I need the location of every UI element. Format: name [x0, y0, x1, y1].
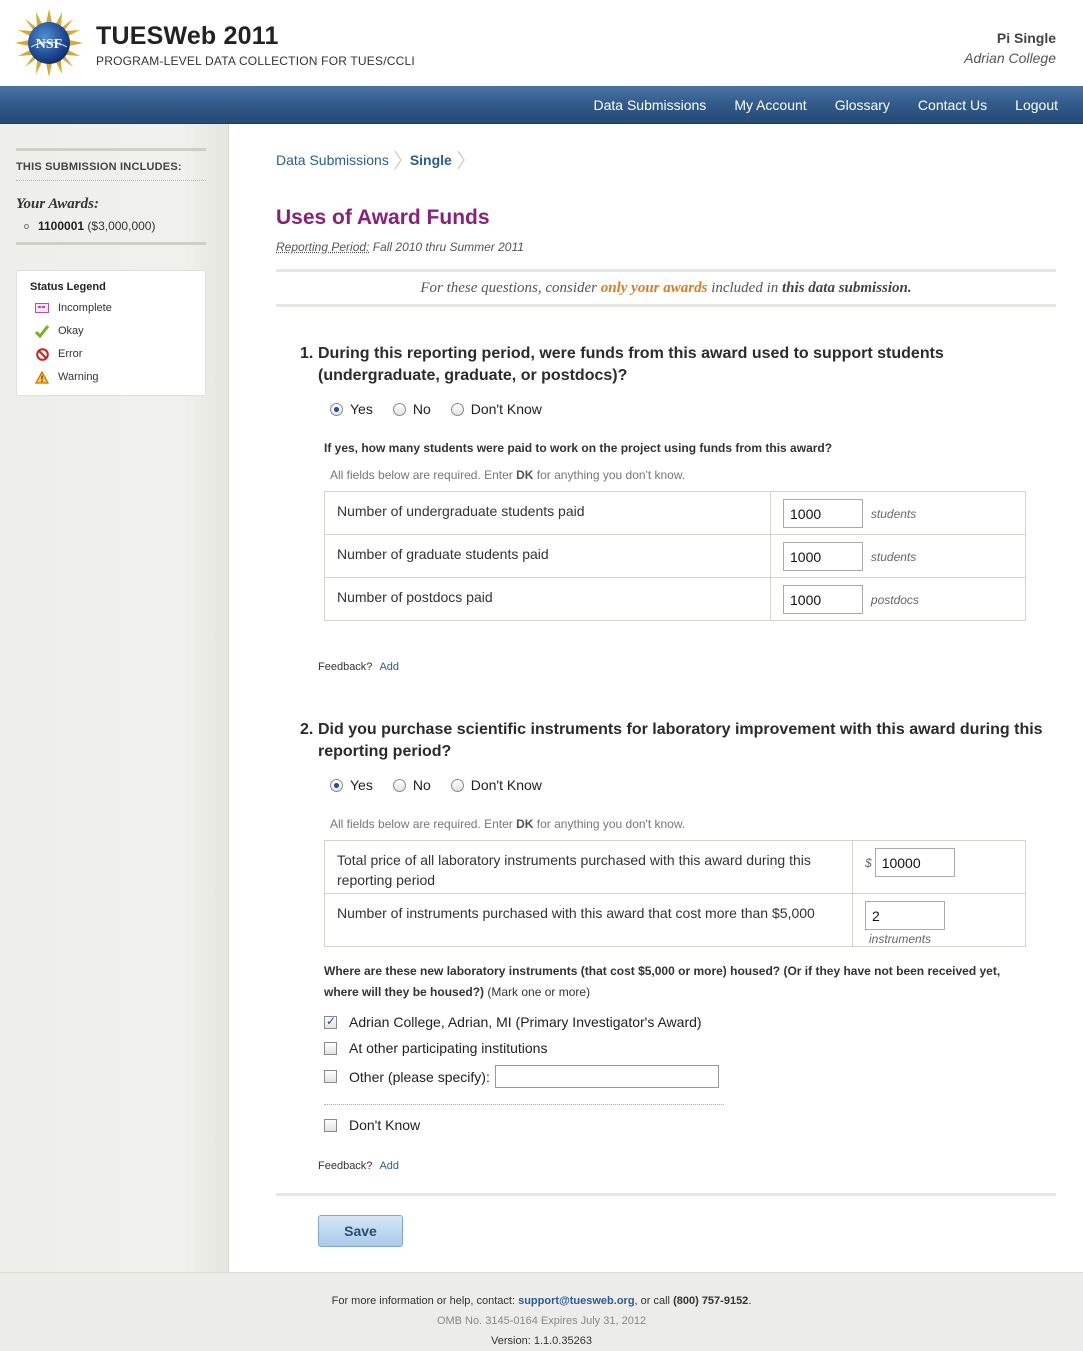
graduate-count-input[interactable]: 1000: [783, 542, 863, 571]
radio-label: No: [412, 401, 431, 417]
version-label: Version: 1.1.0.35263: [491, 1335, 592, 1347]
bullet-icon: [24, 224, 29, 229]
radio-button[interactable]: [451, 779, 464, 792]
row-label: Number of instruments purchased with this award that cost more than $5,000: [325, 894, 853, 947]
row-label: Total price of all laboratory instruments purchased with this award during this reporting period: [325, 841, 853, 894]
q2-option-dont-know[interactable]: [451, 777, 542, 793]
location-other-institutions-checkbox[interactable]: [324, 1042, 337, 1055]
award-id: 1100001: [38, 219, 85, 233]
hint-text: All fields below are required. Enter: [330, 468, 513, 482]
q1-option-no[interactable]: [393, 401, 431, 417]
user-name: Pi Single: [996, 30, 1056, 46]
app-subtitle: PROGRAM-LEVEL DATA COLLECTION FOR TUES/CCLI: [96, 54, 415, 68]
nav-glossary[interactable]: Glossary: [834, 97, 890, 113]
housing-question-note: (Mark one or more): [487, 985, 591, 999]
incomplete-icon: [34, 301, 50, 315]
intro-highlight: only your awards: [600, 280, 708, 296]
main-content: [229, 124, 1083, 1272]
row-label: Number of undergraduate students paid: [325, 492, 771, 535]
q2-add-feedback-link[interactable]: Add: [379, 1160, 400, 1172]
reporting-period-label: Reporting Period:: [276, 240, 370, 254]
unit-label: students: [870, 549, 917, 564]
q2-radio-group: [330, 777, 562, 793]
omb-notice: OMB No. 3145-0164 Expires July 31, 2012: [436, 1315, 647, 1327]
footer-help: [0, 1295, 1083, 1307]
instructions-banner: [276, 269, 1056, 307]
legend-label: Incomplete: [58, 302, 112, 314]
instrument-price-input[interactable]: 10000: [875, 848, 955, 877]
sidebar: [0, 124, 229, 1272]
app-title: TUESWeb 2011: [96, 22, 279, 50]
legend-item-error: [34, 347, 82, 361]
location-other-checkbox[interactable]: [324, 1070, 337, 1083]
hint-text: for anything you don't know.: [536, 468, 686, 482]
q2-option-yes[interactable]: [330, 777, 373, 793]
row-label: Number of postdocs paid: [325, 578, 771, 621]
radio-label: Don't Know: [470, 777, 542, 793]
breadcrumb-data-submissions[interactable]: Data Submissions: [276, 152, 389, 168]
divider: [16, 148, 206, 151]
svg-text:NSF: NSF: [35, 37, 63, 52]
legend-item-okay: [34, 324, 84, 338]
save-button[interactable]: Save: [318, 1215, 403, 1247]
instrument-count-input[interactable]: 2: [865, 901, 945, 930]
housing-question-text: Where are these new laboratory instruments (that cost $5,000 or more) housed? (Or if they have not been received yet, where will they be housed?): [324, 964, 1001, 999]
row-input-cell: [771, 492, 1026, 535]
question-2: [300, 719, 1060, 763]
legend-label: Warning: [58, 371, 99, 383]
hint-text: for anything you don't know.: [536, 817, 686, 831]
status-legend: [16, 270, 206, 396]
q1-sub-question: If yes, how many students were paid to work on the project using funds from this award?: [324, 441, 833, 455]
hint-dk: DK: [516, 468, 534, 482]
divider: [16, 242, 206, 245]
awards-title: Your Awards:: [16, 196, 99, 212]
q1-option-dont-know[interactable]: [451, 401, 542, 417]
checkbox-label: Adrian College, Adrian, MI (Primary Investigator's Award): [349, 1014, 702, 1030]
support-phone: (800) 757-9152: [673, 1295, 749, 1307]
reporting-period-value: Fall 2010 thru Summer 2011: [372, 240, 524, 254]
intro-emphasis: this data submission.: [782, 280, 912, 296]
q1-student-table: [324, 491, 1026, 621]
page-title: Uses of Award Funds: [276, 206, 490, 229]
location-primary-checkbox[interactable]: [324, 1016, 337, 1029]
main-navbar: [0, 86, 1083, 124]
support-email-link[interactable]: support@tuesweb.org: [518, 1295, 635, 1307]
divider: [16, 180, 206, 181]
nav-contact-us[interactable]: Contact Us: [917, 97, 988, 113]
unit-label: students: [870, 506, 917, 521]
legend-label: Okay: [58, 325, 84, 337]
feedback-label: Feedback?: [318, 661, 373, 673]
breadcrumb: [276, 150, 473, 170]
radio-label: Yes: [350, 401, 373, 417]
q1-required-hint: [330, 468, 685, 482]
chevron-right-icon: [457, 150, 465, 170]
question-1: [300, 343, 1060, 387]
divider: [276, 1193, 1056, 1196]
q2-required-hint: [330, 817, 685, 831]
radio-button[interactable]: [330, 779, 343, 792]
intro-text: included in: [711, 280, 779, 296]
award-amount: ($3,000,000): [87, 219, 156, 233]
table-row: [325, 894, 1026, 947]
award-item: [24, 219, 155, 233]
warning-icon: [34, 370, 50, 384]
legend-item-incomplete: [34, 301, 112, 315]
checkbox-label: Don't Know: [349, 1117, 421, 1133]
currency-symbol: $: [865, 855, 872, 870]
radio-button[interactable]: [330, 403, 343, 416]
location-option[interactable]: [324, 1014, 702, 1030]
location-option[interactable]: [324, 1117, 420, 1133]
divider: [324, 1104, 724, 1105]
other-location-input[interactable]: [495, 1065, 719, 1088]
q1-radio-group: [330, 401, 562, 417]
nav-my-account[interactable]: My Account: [734, 97, 807, 113]
unit-label: postdocs: [870, 592, 919, 607]
breadcrumb-current: Single: [409, 152, 452, 168]
checkbox-label: Other (please specify):: [349, 1068, 490, 1085]
checkbox-label: At other participating institutions: [349, 1040, 548, 1056]
header: [0, 0, 1083, 86]
question-number: 2.: [300, 721, 314, 738]
q2-housing-question: [324, 961, 1014, 1003]
q1-add-feedback-link[interactable]: Add: [379, 661, 400, 673]
q1-feedback: [318, 661, 399, 673]
intro-text: For these questions, consider: [420, 280, 597, 296]
okay-icon: [34, 324, 50, 338]
radio-label: Don't Know: [470, 401, 542, 417]
location-option[interactable]: [324, 1040, 547, 1056]
radio-label: Yes: [350, 777, 373, 793]
error-icon: [34, 347, 50, 361]
question-text: Did you purchase scientific instruments for laboratory improvement with this award during this reporting period?: [318, 721, 1043, 760]
nsf-logo[interactable]: [15, 9, 83, 77]
q2-instrument-table: [324, 840, 1026, 947]
footer-text: , or call: [634, 1295, 671, 1307]
row-input-cell: [771, 535, 1026, 578]
radio-button[interactable]: [393, 779, 406, 792]
unit-label: instruments: [869, 932, 932, 947]
hint-text: All fields below are required. Enter: [330, 817, 513, 831]
table-row: [325, 841, 1026, 894]
undergraduate-count-input[interactable]: 1000: [783, 499, 863, 528]
row-input-cell: [853, 841, 1026, 894]
q1-option-yes[interactable]: [330, 401, 373, 417]
footer-text: For more information or help, contact:: [331, 1295, 516, 1307]
footer-text: .: [748, 1295, 752, 1307]
nav-logout[interactable]: Logout: [1015, 97, 1058, 113]
nav-data-submissions[interactable]: Data Submissions: [593, 97, 707, 113]
location-option[interactable]: [324, 1065, 719, 1088]
q2-option-no[interactable]: [393, 777, 431, 793]
legend-label: Error: [58, 348, 83, 360]
location-dont-know-checkbox[interactable]: [324, 1119, 337, 1132]
table-row: [325, 578, 1026, 621]
row-input-cell: [853, 894, 1026, 947]
chevron-right-icon: [394, 150, 402, 170]
feedback-label: Feedback?: [318, 1160, 373, 1172]
postdoc-count-input[interactable]: 1000: [783, 585, 863, 614]
question-text: During this reporting period, were funds from this award used to support students (undergraduate, graduate, or postdocs)?: [318, 345, 944, 384]
reporting-period: [276, 240, 524, 254]
table-row: [325, 492, 1026, 535]
question-number: 1.: [300, 345, 314, 362]
radio-label: No: [412, 777, 431, 793]
table-row: [325, 535, 1026, 578]
hint-dk: DK: [516, 817, 534, 831]
radio-button[interactable]: [393, 403, 406, 416]
user-organization: Adrian College: [964, 50, 1056, 66]
legend-item-warning: [34, 370, 99, 384]
legend-title: Status Legend: [30, 281, 106, 293]
row-input-cell: [771, 578, 1026, 621]
submission-includes-label: THIS SUBMISSION INCLUDES:: [16, 161, 182, 173]
footer: [0, 1272, 1083, 1351]
q2-feedback: [318, 1160, 399, 1172]
radio-button[interactable]: [451, 403, 464, 416]
row-label: Number of graduate students paid: [325, 535, 771, 578]
